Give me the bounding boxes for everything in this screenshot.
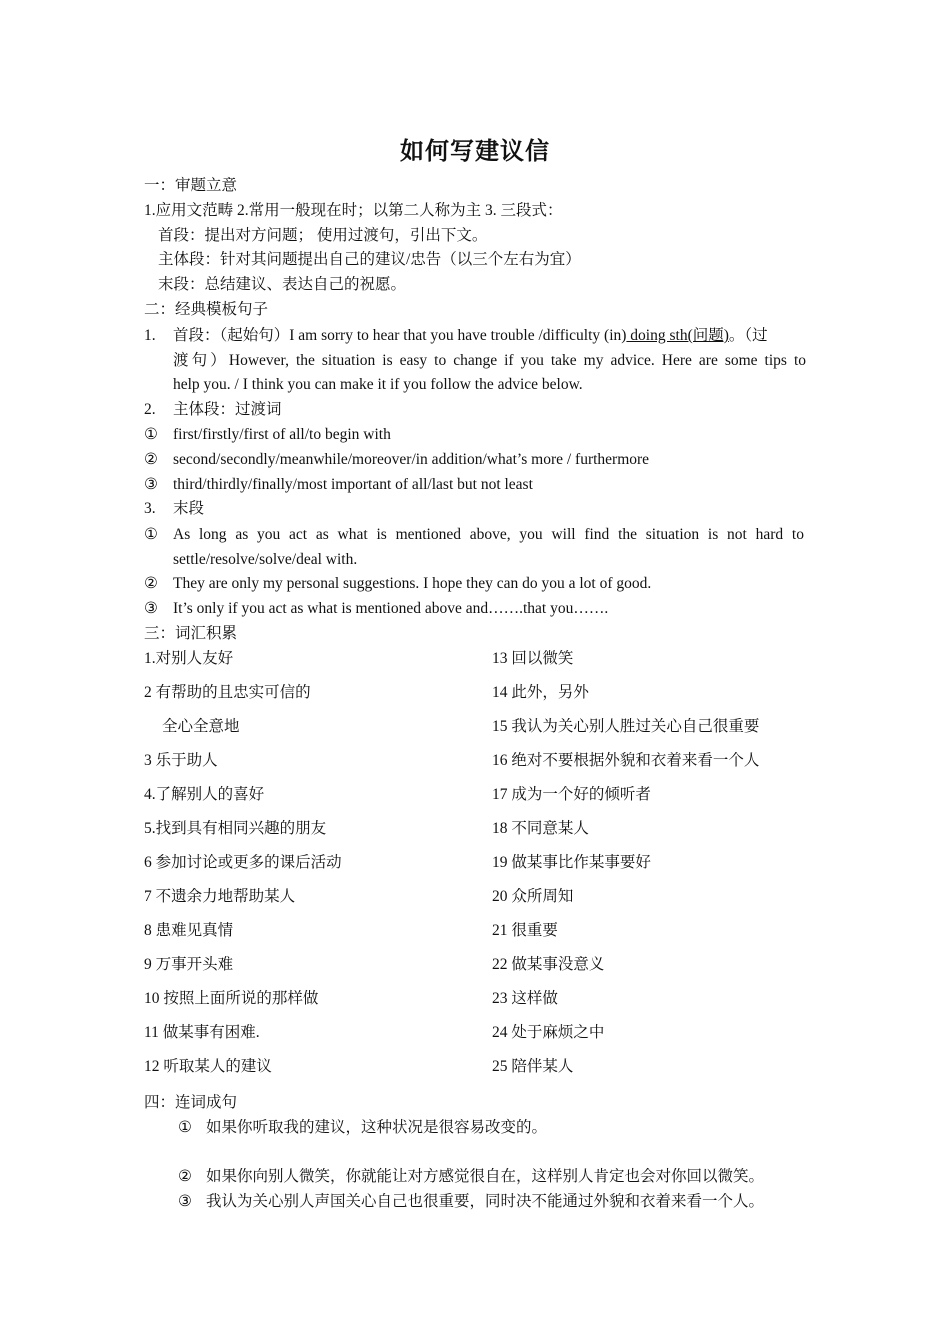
document-title: 如何写建议信 bbox=[400, 139, 550, 165]
item3-closing-1-line2: settle/resolve/solve/deal with. bbox=[173, 551, 358, 568]
item2-connector-3: third/thirdly/finally/most important of all/last but not least bbox=[173, 476, 533, 493]
vocab-left-item: 1.对别人友好 bbox=[144, 650, 234, 667]
sentence-marker-1: ① bbox=[178, 1119, 192, 1136]
vocab-left-item: 12 听取某人的建议 bbox=[144, 1058, 272, 1075]
item3-number: 3. bbox=[144, 500, 156, 517]
vocab-right-item: 21 很重要 bbox=[492, 922, 558, 939]
item2-label: 主体段：过渡词 bbox=[173, 401, 282, 418]
item3-closing-3: It’s only if you act as what is mentioned above and…….that you……. bbox=[173, 600, 609, 617]
vocab-left-item: 2 有帮助的且忠实可信的 bbox=[144, 684, 311, 701]
item3-closing-1-line1: As long as you act as what is mentioned above, you will find the situation is not hard to bbox=[173, 526, 804, 543]
vocab-right-item: 25 陪伴某人 bbox=[492, 1058, 574, 1075]
vocab-right-item: 22 做某事没意义 bbox=[492, 956, 605, 973]
item2-connector-1: first/firstly/first of all/to begin with bbox=[173, 426, 391, 443]
section2-heading: 二：经典模板句子 bbox=[144, 301, 269, 318]
vocab-right-item: 19 做某事比作某事要好 bbox=[492, 854, 651, 871]
section1-heading: 一：审题立意 bbox=[144, 177, 238, 194]
item3-marker-3: ③ bbox=[144, 600, 158, 617]
item2-number: 2. bbox=[144, 401, 156, 418]
section1-first-paragraph: 首段：提出对方问题； 使用过渡句，引出下文。 bbox=[158, 227, 488, 244]
vocab-right-item: 14 此外，另外 bbox=[492, 684, 589, 701]
item1-line3: help you. / I think you can make it if you follow the advice below. bbox=[173, 376, 583, 393]
sentence-2: 如果你向别人微笑，你就能让对方感觉很自在，这样别人肯定也会对你回以微笑。 bbox=[206, 1168, 765, 1185]
sentence-1: 如果你听取我的建议，这种状况是很容易改变的。 bbox=[206, 1119, 548, 1136]
vocab-left-item: 7 不遗余力地帮助某人 bbox=[144, 888, 296, 905]
section3-heading: 三：词汇积累 bbox=[144, 625, 238, 642]
item2-marker-3: ③ bbox=[144, 476, 158, 493]
vocab-right-item: 23 这样做 bbox=[492, 990, 558, 1007]
item1-line1-tail: 。（过 bbox=[728, 327, 768, 344]
item2-marker-1: ① bbox=[144, 426, 158, 443]
vocab-left-item: 全心全意地 bbox=[162, 718, 240, 735]
vocab-right-item: 20 众所周知 bbox=[492, 888, 574, 905]
vocab-right-item: 24 处于麻烦之中 bbox=[492, 1024, 605, 1041]
sentence-marker-2: ② bbox=[178, 1168, 192, 1185]
vocab-right-item: 15 我认为关心别人胜过关心自己很重要 bbox=[492, 718, 760, 735]
vocab-left-item: 5.找到具有相同兴趣的朋友 bbox=[144, 820, 327, 837]
vocab-left-item: 4.了解别人的喜好 bbox=[144, 786, 265, 803]
vocab-left-item: 10 按照上面所说的那样做 bbox=[144, 990, 319, 1007]
vocab-left-item: 11 做某事有困难. bbox=[144, 1024, 260, 1041]
item1-number: 1. bbox=[144, 327, 156, 344]
vocab-left-item: 3 乐于助人 bbox=[144, 752, 218, 769]
item3-marker-1: ① bbox=[144, 526, 158, 543]
vocab-right-item: 18 不同意某人 bbox=[492, 820, 589, 837]
section4-heading: 四：连词成句 bbox=[144, 1094, 238, 1111]
vocab-right-item: 13 回以微笑 bbox=[492, 650, 574, 667]
item2-marker-2: ② bbox=[144, 451, 158, 468]
vocab-left-item: 8 患难见真情 bbox=[144, 922, 234, 939]
vocab-left-item: 9 万事开头难 bbox=[144, 956, 234, 973]
section1-body-paragraph: 主体段：针对其问题提出自己的建议/忠告（以三个左右为宜） bbox=[158, 251, 581, 268]
section1-line1: 1.应用文范畴 2.常用一般现在时；以第二人称为主 3. 三段式： bbox=[144, 202, 563, 219]
vocab-right-item: 17 成为一个好的倾听者 bbox=[492, 786, 651, 803]
item1-line1 bbox=[173, 324, 768, 348]
item1-line2: 渡句）However, the situation is easy to change if you take my advice. Here are some tips to bbox=[173, 352, 806, 369]
item3-marker-2: ② bbox=[144, 575, 158, 592]
item3-label: 末段 bbox=[173, 500, 205, 517]
item3-closing-2: They are only my personal suggestions. I hope they can do you a lot of good. bbox=[173, 575, 652, 592]
section1-end-paragraph: 末段：总结建议、表达自己的祝愿。 bbox=[158, 276, 407, 293]
vocab-left-item: 6 参加讨论或更多的课后活动 bbox=[144, 854, 342, 871]
item1-underlined-text: doing sth(问题) bbox=[626, 327, 729, 344]
sentence-3: 我认为关心别人声国关心自己也很重要，同时决不能通过外貌和衣着来看一个人。 bbox=[206, 1193, 765, 1210]
item2-connector-2: second/secondly/meanwhile/moreover/in addition/what’s more / furthermore bbox=[173, 451, 650, 468]
item1-line1-text: 首段：（起始句）I am sorry to hear that you have trouble /difficulty (in) bbox=[173, 327, 627, 344]
vocab-right-item: 16 绝对不要根据外貌和衣着来看一个人 bbox=[492, 752, 760, 769]
sentence-marker-3: ③ bbox=[178, 1193, 192, 1210]
